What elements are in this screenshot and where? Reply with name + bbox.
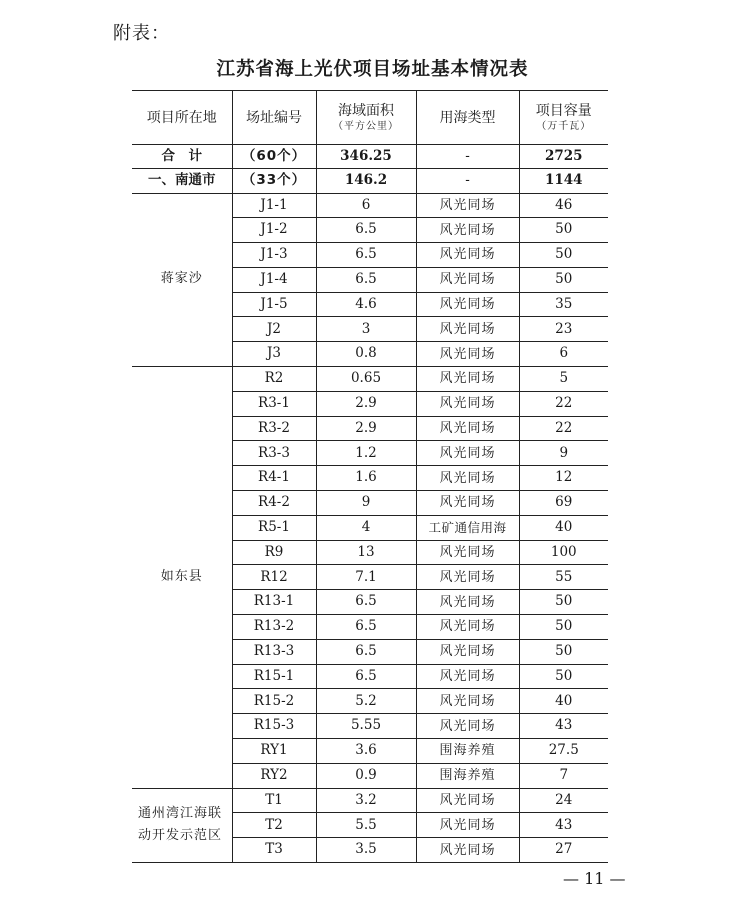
- site-id-cell: R3-3: [232, 441, 316, 466]
- use-type-cell: 风光同场: [416, 540, 519, 565]
- header-use-type: 用海类型: [416, 91, 519, 145]
- use-type-cell: 风光同场: [416, 218, 519, 243]
- capacity-cell: 5: [519, 367, 608, 392]
- use-type-cell: 风光同场: [416, 590, 519, 615]
- capacity-cell: 35: [519, 292, 608, 317]
- area-cell: 1.6: [316, 466, 416, 491]
- site-id-cell: J1-1: [232, 193, 316, 218]
- site-id-cell: J1-2: [232, 218, 316, 243]
- site-id-cell: J1-3: [232, 243, 316, 268]
- area-cell: 6.5: [316, 590, 416, 615]
- capacity-cell: 50: [519, 664, 608, 689]
- area-cell: 5.5: [316, 813, 416, 838]
- total-use: -: [416, 145, 519, 169]
- use-type-cell: 风光同场: [416, 788, 519, 813]
- area-cell: 3.5: [316, 838, 416, 863]
- table-title: 江苏省海上光伏项目场址基本情况表: [216, 59, 529, 80]
- capacity-cell: 22: [519, 391, 608, 416]
- area-cell: 6.5: [316, 218, 416, 243]
- use-type-cell: 风光同场: [416, 292, 519, 317]
- site-id-cell: R5-1: [232, 515, 316, 540]
- capacity-cell: 55: [519, 565, 608, 590]
- site-id-cell: R13-3: [232, 639, 316, 664]
- site-id-cell: R15-2: [232, 689, 316, 714]
- header-row: [132, 91, 608, 145]
- capacity-cell: 43: [519, 813, 608, 838]
- capacity-cell: 46: [519, 193, 608, 218]
- site-id-cell: R13-1: [232, 590, 316, 615]
- site-id-cell: T2: [232, 813, 316, 838]
- area-cell: 6: [316, 193, 416, 218]
- area-cell: 9: [316, 491, 416, 516]
- area-cell: 6.5: [316, 267, 416, 292]
- region-label: 一、南通市: [132, 169, 232, 194]
- area-cell: 3.2: [316, 788, 416, 813]
- use-type-cell: 风光同场: [416, 639, 519, 664]
- area-cell: 6.5: [316, 639, 416, 664]
- table-row: [132, 788, 608, 813]
- use-type-cell: 风光同场: [416, 193, 519, 218]
- region-area: 146.2: [316, 169, 416, 194]
- appendix-caption: 附表：: [113, 23, 170, 44]
- area-cell: 4: [316, 515, 416, 540]
- page-number: — 11 —: [563, 869, 626, 888]
- site-id-cell: R9: [232, 540, 316, 565]
- site-id-cell: R3-2: [232, 416, 316, 441]
- site-id-cell: R4-2: [232, 491, 316, 516]
- header-location: 项目所在地: [132, 91, 232, 145]
- header-site-no: 场址编号: [232, 91, 316, 145]
- total-label: 合 计: [132, 145, 232, 169]
- site-id-cell: R4-1: [232, 466, 316, 491]
- capacity-cell: 40: [519, 689, 608, 714]
- use-type-cell: 风光同场: [416, 714, 519, 739]
- region-capacity: 1144: [519, 169, 608, 194]
- area-cell: 7.1: [316, 565, 416, 590]
- area-cell: 3: [316, 317, 416, 342]
- location-cell: 如东县: [132, 367, 232, 789]
- site-id-cell: J3: [232, 342, 316, 367]
- capacity-cell: 27.5: [519, 739, 608, 764]
- area-cell: 6.5: [316, 243, 416, 268]
- capacity-cell: 6: [519, 342, 608, 367]
- site-id-cell: J1-4: [232, 267, 316, 292]
- region-row: [132, 169, 608, 194]
- site-id-cell: T3: [232, 838, 316, 863]
- use-type-cell: 风光同场: [416, 317, 519, 342]
- capacity-cell: 27: [519, 838, 608, 863]
- use-type-cell: 风光同场: [416, 342, 519, 367]
- area-cell: 1.2: [316, 441, 416, 466]
- location-cell: 通州湾江海联动开发示范区: [132, 788, 232, 862]
- capacity-cell: 100: [519, 540, 608, 565]
- use-type-cell: 风光同场: [416, 243, 519, 268]
- site-id-cell: R12: [232, 565, 316, 590]
- area-cell: 0.9: [316, 763, 416, 788]
- capacity-cell: 9: [519, 441, 608, 466]
- site-id-cell: R2: [232, 367, 316, 392]
- capacity-cell: 22: [519, 416, 608, 441]
- total-row: [132, 145, 608, 169]
- area-cell: 13: [316, 540, 416, 565]
- area-cell: 2.9: [316, 416, 416, 441]
- use-type-cell: 围海养殖: [416, 763, 519, 788]
- site-table: [132, 90, 608, 863]
- capacity-cell: 50: [519, 267, 608, 292]
- site-id-cell: T1: [232, 788, 316, 813]
- capacity-cell: 7: [519, 763, 608, 788]
- capacity-cell: 40: [519, 515, 608, 540]
- site-id-cell: J2: [232, 317, 316, 342]
- capacity-cell: 50: [519, 615, 608, 640]
- location-cell: 蒋家沙: [132, 193, 232, 367]
- site-id-cell: RY1: [232, 739, 316, 764]
- capacity-cell: 50: [519, 243, 608, 268]
- use-type-cell: 风光同场: [416, 565, 519, 590]
- site-id-cell: R15-1: [232, 664, 316, 689]
- use-type-cell: 风光同场: [416, 441, 519, 466]
- capacity-cell: 23: [519, 317, 608, 342]
- capacity-cell: 50: [519, 639, 608, 664]
- area-cell: 3.6: [316, 739, 416, 764]
- header-capacity: 项目容量 （万千瓦）: [519, 91, 608, 145]
- use-type-cell: 风光同场: [416, 838, 519, 863]
- site-id-cell: RY2: [232, 763, 316, 788]
- use-type-cell: 工矿通信用海: [416, 515, 519, 540]
- table-row: [132, 193, 608, 218]
- area-cell: 2.9: [316, 391, 416, 416]
- area-cell: 6.5: [316, 615, 416, 640]
- total-count: （60个）: [232, 145, 316, 169]
- region-use: -: [416, 169, 519, 194]
- site-id-cell: R3-1: [232, 391, 316, 416]
- capacity-cell: 24: [519, 788, 608, 813]
- site-id-cell: R13-2: [232, 615, 316, 640]
- area-cell: 6.5: [316, 664, 416, 689]
- use-type-cell: 围海养殖: [416, 739, 519, 764]
- capacity-cell: 12: [519, 466, 608, 491]
- header-area: 海域面积 （平方公里）: [316, 91, 416, 145]
- use-type-cell: 风光同场: [416, 367, 519, 392]
- use-type-cell: 风光同场: [416, 466, 519, 491]
- use-type-cell: 风光同场: [416, 813, 519, 838]
- area-cell: 5.55: [316, 714, 416, 739]
- table-row: [132, 367, 608, 392]
- capacity-cell: 69: [519, 491, 608, 516]
- capacity-cell: 43: [519, 714, 608, 739]
- total-capacity: 2725: [519, 145, 608, 169]
- site-id-cell: J1-5: [232, 292, 316, 317]
- area-cell: 0.8: [316, 342, 416, 367]
- site-id-cell: R15-3: [232, 714, 316, 739]
- use-type-cell: 风光同场: [416, 491, 519, 516]
- capacity-cell: 50: [519, 218, 608, 243]
- capacity-cell: 50: [519, 590, 608, 615]
- area-cell: 5.2: [316, 689, 416, 714]
- use-type-cell: 风光同场: [416, 664, 519, 689]
- use-type-cell: 风光同场: [416, 689, 519, 714]
- area-cell: 4.6: [316, 292, 416, 317]
- area-cell: 0.65: [316, 367, 416, 392]
- region-count: （33个）: [232, 169, 316, 194]
- use-type-cell: 风光同场: [416, 615, 519, 640]
- use-type-cell: 风光同场: [416, 267, 519, 292]
- total-area: 346.25: [316, 145, 416, 169]
- use-type-cell: 风光同场: [416, 416, 519, 441]
- use-type-cell: 风光同场: [416, 391, 519, 416]
